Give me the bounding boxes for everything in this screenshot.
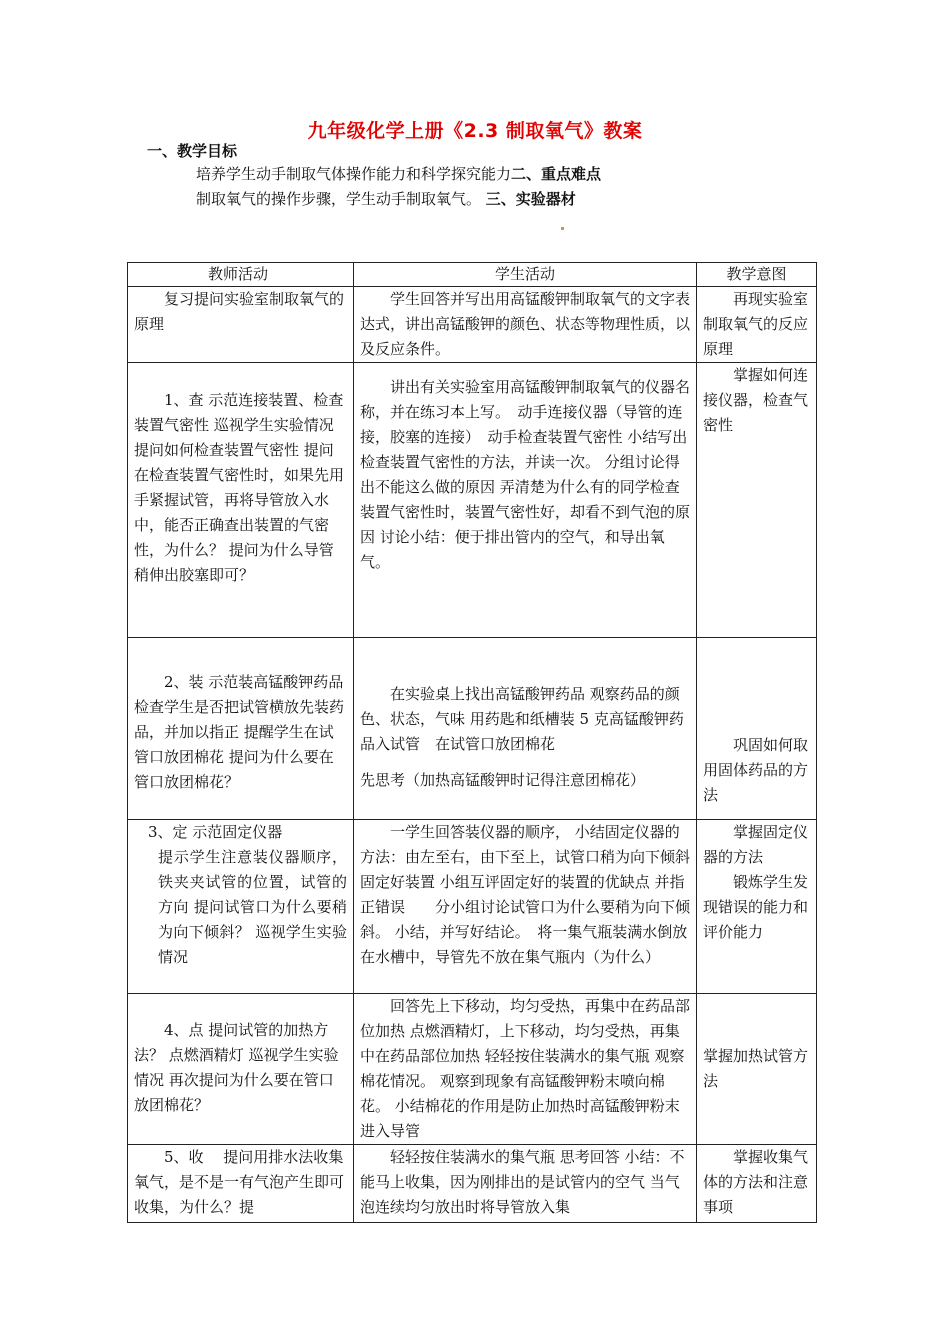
header-student: 学生活动 [354, 263, 697, 287]
table-row [128, 287, 817, 363]
cell-intent: 再现实验室制取氧气的反应原理 [697, 287, 817, 363]
teacher-text: 3、定 示范固定仪器 [148, 823, 283, 841]
header-intent: 教学意图 [697, 263, 817, 287]
table-row [128, 363, 817, 638]
text-line-2 [196, 189, 576, 209]
page-title: 九年级化学上册《2.3 制取氧气》教案 [307, 120, 643, 142]
cell-teacher: 1、查 示范连接装置、检查装置气密性 巡视学生实验情况提问如何检查装置气密性 提问在检查装置气密性时，如果先用手紧握试管，再将导管放入水中，能否正确查出装置的气密性，为什么？ 提问为什么导管稍伸出胶塞即可？ [128, 363, 354, 638]
intent-text: 掌握固定仪器的方法 [703, 823, 809, 866]
table-header-row [128, 263, 817, 287]
cell-teacher: 4、点 提问试管的加热方法？ 点燃酒精灯 巡视学生实验情况 再次提问为什么要在管口放团棉花？ [128, 994, 354, 1145]
student-text: 在实验桌上找出高锰酸钾药品 观察药品的颜色、状态，气味 用药匙和纸槽装 5 克高锰酸钾药品入试管 在试管口放团棉花 [360, 685, 684, 753]
key-points-text: 制取氧气的操作步骤，学生动手制取氧气。 [196, 190, 482, 208]
lesson-table [127, 262, 817, 1223]
cell-teacher: 2、装 示范装高锰酸钾药品 检查学生是否把试管横放先装药品，并加以指正 提醒学生在试管口放团棉花 提问为什么要在管口放团棉花？ [128, 638, 354, 820]
table-row [128, 820, 817, 994]
cell-intent [697, 820, 817, 994]
cell-teacher [128, 820, 354, 994]
intent-text-2: 锻炼学生发现错误的能力和评价能力 [703, 873, 809, 941]
teacher-text-2: 提示学生注意装仪器顺序，铁夹夹试管的位置，试管的方向 提问试管口为什么要稍为向下倾斜？ 巡视学生实验情况 [158, 848, 347, 966]
section-equipment: 三、实验器材 [485, 190, 576, 208]
section-teaching-goals: 一、教学目标 [147, 142, 238, 160]
cell-student: 学生回答并写出用高锰酸钾制取氧气的文字表达式，讲出高锰酸钾的颜色、状态等物理性质，以及反应条件。 [354, 287, 697, 363]
table-row [128, 638, 817, 820]
table-row [128, 994, 817, 1145]
student-text-2: 先思考（加热高锰酸钾时记得注意团棉花） [360, 771, 646, 789]
cell-intent: 掌握如何连接仪器，检查气密性 [697, 363, 817, 638]
cell-intent: 掌握加热试管方法 [697, 994, 817, 1145]
cell-student: 回答先上下移动，均匀受热，再集中在药品部位加热 点燃酒精灯，上下移动，均匀受热，再集中在药品部位加热 轻轻按住装满水的集气瓶 观察棉花情况。 观察到现象有高锰酸钾粉末喷向棉花。 小结棉花的作用是防止加热时高锰酸钾粉末进入导管 [354, 994, 697, 1145]
text-line-1 [196, 164, 601, 184]
cell-teacher: 复习提问实验室制取氧气的原理 [128, 287, 354, 363]
section-key-points: 二、重点难点 [511, 165, 602, 183]
cell-student: 轻轻按住装满水的集气瓶 思考回答 小结：不能马上收集，因为刚排出的是试管内的空气 当气泡连续均匀放出时将导管放入集 [354, 1145, 697, 1223]
cell-teacher: 5、收 提问用排水法收集氧气，是不是一有气泡产生即可收集，为什么？提 [128, 1145, 354, 1223]
header-teacher: 教师活动 [128, 263, 354, 287]
cell-intent: 巩固如何取用固体药品的方法 [697, 638, 817, 820]
cell-intent: 掌握收集气体的方法和注意事项 [697, 1145, 817, 1223]
goal-text: 培养学生动手制取气体操作能力和科学探究能力 [196, 165, 512, 183]
table-row [128, 1145, 817, 1223]
cell-student: 讲出有关实验室用高锰酸钾制取氧气的仪器名称，并在练习本上写。 动手连接仪器（导管的连接，胶塞的连接） 动手检查装置气密性 小结写出检查装置气密性的方法，并读一次。 分组讨论得出不能这么做的原因 弄清楚为什么有的同学检查装置气密性时，装置气密性好，却看不到气泡的原因 讨论小结：便于排出管内的空气，和导出氧气。 [354, 363, 697, 638]
stray-mark [561, 227, 564, 230]
cell-student: 一学生回答装仪器的顺序， 小结固定仪器的方法：由左至右，由下至上，试管口稍为向下倾斜 固定好装置 小组互评固定好的装置的优缺点 并指正错误 分小组讨论试管口为什么要稍为向下倾斜。 小结，并写好结论。 将一集气瓶装满水倒放在水槽中，导管先不放在集气瓶内（为什么） [354, 820, 697, 994]
cell-student [354, 638, 697, 820]
